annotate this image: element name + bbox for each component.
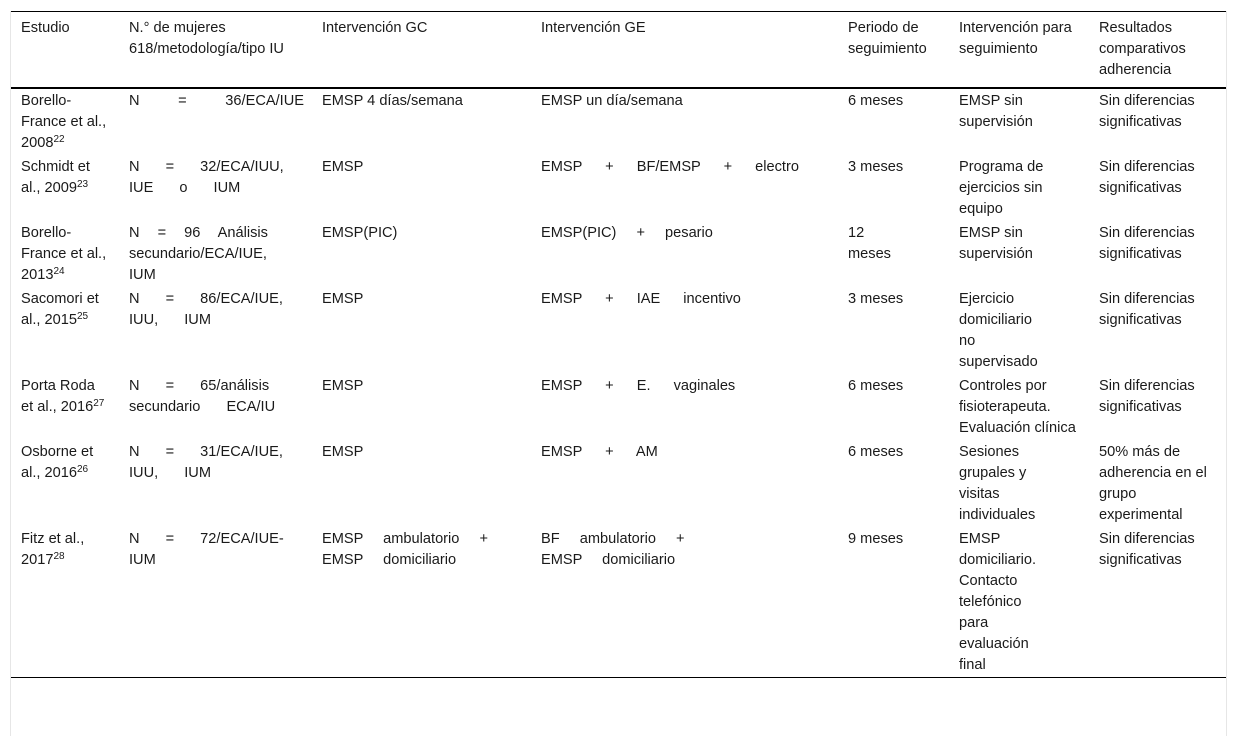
cell-intervencion-ge: EMSP(PIC) + pesario bbox=[541, 225, 713, 241]
header-resultados: Resultados comparativos adherencia bbox=[1099, 20, 1186, 78]
cell-intervencion-gc: EMSP(PIC) bbox=[322, 225, 398, 241]
header-intervencion-seguimiento: Intervención para seguimiento bbox=[959, 20, 1072, 57]
cell-intervencion-gc: EMSP ambulatorio + EMSP domiciliario bbox=[322, 531, 488, 568]
header-n-mujeres: N.° de mujeres 618/metodología/tipo IU bbox=[129, 20, 284, 57]
cell-n-mujeres: N = 72/ECA/IUE-IUM bbox=[129, 531, 284, 568]
cell-periodo: 12 meses bbox=[848, 225, 891, 262]
table-row bbox=[11, 155, 1226, 221]
cell-resultados: Sin diferencias significativas bbox=[1099, 531, 1195, 568]
cell-resultados: Sin diferencias significativas bbox=[1099, 93, 1195, 130]
reference-number: 27 bbox=[93, 398, 105, 409]
table-row bbox=[11, 374, 1226, 440]
cell-intervencion-seguimiento: EMSP domiciliario. Contacto telefónico para evaluación final bbox=[959, 531, 1037, 673]
header-row bbox=[11, 12, 1226, 89]
studies-table bbox=[11, 11, 1226, 678]
cell-periodo: 3 meses bbox=[848, 159, 904, 175]
cell-resultados: Sin diferencias significativas bbox=[1099, 291, 1195, 328]
cell-intervencion-seguimiento: EMSP sin supervisión bbox=[959, 93, 1033, 130]
cell-n-mujeres: N = 86/ECA/IUE, IUU, IUM bbox=[129, 291, 283, 328]
table-row bbox=[11, 221, 1226, 287]
cell-intervencion-seguimiento: Sesiones grupales y visitas individuales bbox=[959, 444, 1036, 523]
cell-estudio: Schmidt et al., 2009$^{23}$ bbox=[21, 159, 90, 196]
cell-n-mujeres: N = 36/ECA/IUE bbox=[129, 93, 304, 109]
cell-intervencion-gc: EMSP bbox=[322, 444, 364, 460]
reference-number: 26 bbox=[77, 464, 89, 475]
reference-number: 22 bbox=[53, 134, 65, 145]
cell-intervencion-gc: EMSP 4 días/semana bbox=[322, 93, 463, 109]
cell-intervencion-gc: EMSP bbox=[322, 378, 364, 394]
reference-number: 23 bbox=[77, 179, 89, 190]
cell-n-mujeres: N = 31/ECA/IUE, IUU, IUM bbox=[129, 444, 283, 481]
header-estudio: Estudio bbox=[21, 20, 70, 36]
table-row bbox=[11, 527, 1226, 678]
header-intervencion-gc: Intervención GC bbox=[322, 20, 428, 36]
reference-number: 25 bbox=[77, 311, 89, 322]
table-row bbox=[11, 287, 1226, 374]
cell-resultados: Sin diferencias significativas bbox=[1099, 159, 1195, 196]
studies-table-container bbox=[10, 11, 1227, 736]
table-body bbox=[11, 88, 1226, 678]
reference-number: 28 bbox=[53, 551, 65, 562]
cell-intervencion-seguimiento: Programa de ejercicios sin equipo bbox=[959, 159, 1044, 217]
header-periodo: Periodo de seguimiento bbox=[848, 20, 927, 57]
cell-n-mujeres: N = 96 Análisis secundario/ECA/IUE, IUM bbox=[129, 225, 268, 283]
cell-resultados: Sin diferencias significativas bbox=[1099, 225, 1195, 262]
cell-intervencion-ge: EMSP + E. vaginales bbox=[541, 378, 736, 394]
cell-periodo: 6 meses bbox=[848, 444, 904, 460]
cell-resultados: Sin diferencias significativas bbox=[1099, 378, 1195, 415]
cell-intervencion-seguimiento: Controles por fisioterapeuta. Evaluación clínica bbox=[959, 378, 1076, 436]
cell-periodo: 6 meses bbox=[848, 93, 904, 109]
cell-periodo: 3 meses bbox=[848, 291, 904, 307]
cell-n-mujeres: N = 32/ECA/IUU, IUE o IUM bbox=[129, 159, 284, 196]
cell-n-mujeres: N = 65/análisis secundario ECA/IU bbox=[129, 378, 276, 415]
cell-estudio: Sacomori et al., 2015$^{25}$ bbox=[21, 291, 99, 328]
cell-estudio: Fitz et al., 2017$^{28}$ bbox=[21, 531, 85, 568]
cell-intervencion-gc: EMSP bbox=[322, 159, 364, 175]
cell-intervencion-ge: EMSP + IAE incentivo bbox=[541, 291, 741, 307]
table-row bbox=[11, 88, 1226, 155]
cell-estudio: Borello-France et al., 2013$^{24}$ bbox=[21, 225, 107, 283]
cell-intervencion-ge: EMSP un día/semana bbox=[541, 93, 683, 109]
cell-intervencion-seguimiento: EMSP sin supervisión bbox=[959, 225, 1033, 262]
table-header bbox=[11, 12, 1226, 89]
cell-intervencion-ge: EMSP + AM bbox=[541, 444, 658, 460]
header-intervencion-ge: Intervención GE bbox=[541, 20, 646, 36]
cell-intervencion-seguimiento: Ejercicio domiciliario no supervisado bbox=[959, 291, 1038, 370]
cell-periodo: 6 meses bbox=[848, 378, 904, 394]
cell-estudio: Porta Roda et al., 2016$^{27}$ bbox=[21, 378, 105, 415]
table-row bbox=[11, 440, 1226, 527]
cell-intervencion-gc: EMSP bbox=[322, 291, 364, 307]
cell-intervencion-ge: EMSP + BF/EMSP + electro bbox=[541, 159, 799, 175]
reference-number: 24 bbox=[53, 266, 65, 277]
cell-periodo: 9 meses bbox=[848, 531, 904, 547]
cell-intervencion-ge: BF ambulatorio + EMSP domiciliario bbox=[541, 531, 685, 568]
cell-estudio: Borello-France et al., 2008$^{22}$ bbox=[21, 93, 107, 151]
cell-estudio: Osborne et al., 2016$^{26}$ bbox=[21, 444, 94, 481]
cell-resultados: 50% más de adherencia en el grupo experimental bbox=[1099, 444, 1207, 523]
